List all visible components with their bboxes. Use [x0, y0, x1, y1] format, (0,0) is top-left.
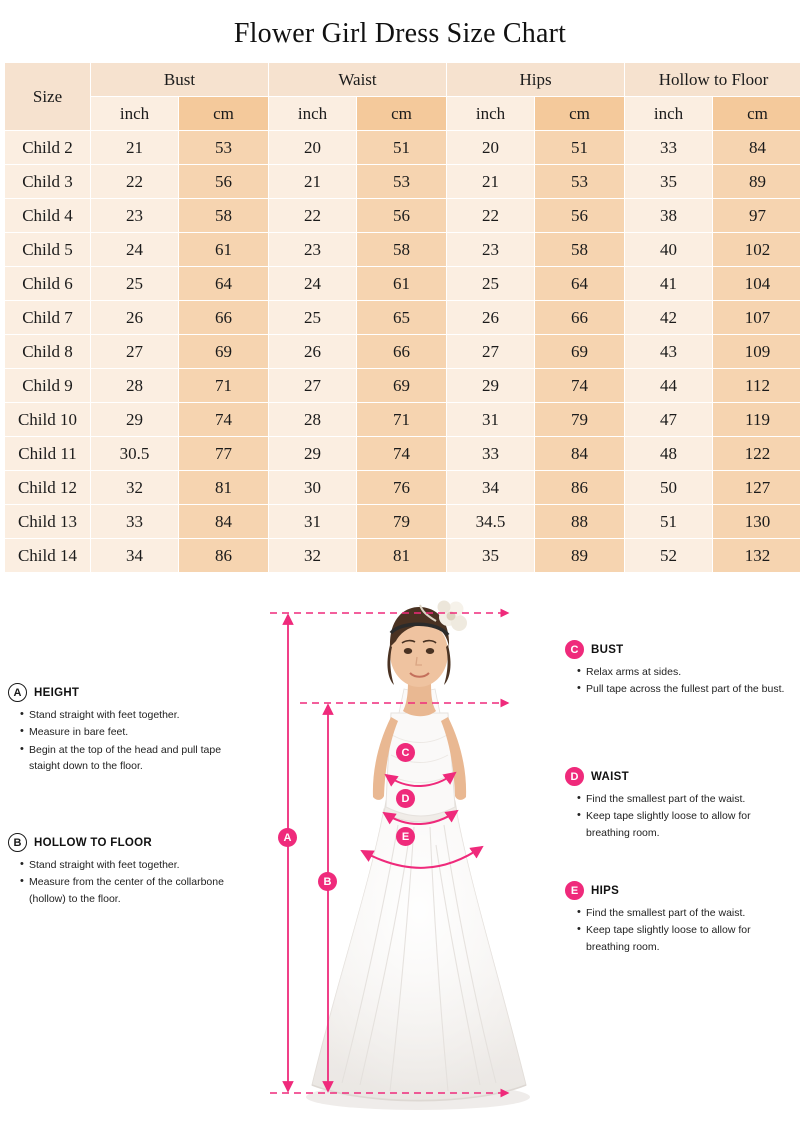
model-illustration: [258, 585, 558, 1145]
cell-cm: 51: [357, 131, 447, 165]
header-waist: Waist: [269, 63, 447, 97]
note-waist-title: WAIST: [591, 771, 629, 783]
table-row: [5, 165, 800, 199]
cell-cm: 84: [535, 437, 625, 471]
note-waist-head: [565, 767, 795, 786]
cell-cm: 88: [535, 505, 625, 539]
cell-inch: 20: [447, 131, 535, 165]
note-height-head: [8, 683, 238, 702]
cell-inch: 32: [91, 471, 179, 505]
cell-cm: 79: [535, 403, 625, 437]
cell-inch: 21: [447, 165, 535, 199]
cell-cm: 69: [179, 335, 269, 369]
list-item: • Stand straight with feet together.: [20, 857, 238, 873]
cell-size: Child 9: [5, 369, 91, 403]
cell-cm: 53: [535, 165, 625, 199]
cell-cm: 77: [179, 437, 269, 471]
badge-c-icon: C: [565, 640, 584, 659]
table-row: [5, 437, 800, 471]
cell-inch: 34: [91, 539, 179, 573]
cell-cm: 84: [179, 505, 269, 539]
badge-b-icon: B: [8, 833, 27, 852]
cell-inch: 43: [625, 335, 713, 369]
cell-inch: 33: [91, 505, 179, 539]
cell-cm: 97: [713, 199, 800, 233]
table-row: [5, 335, 800, 369]
cell-size: Child 6: [5, 267, 91, 301]
note-bust-head: [565, 640, 795, 659]
cell-inch: 48: [625, 437, 713, 471]
cell-inch: 27: [91, 335, 179, 369]
cell-inch: 22: [447, 199, 535, 233]
size-chart-table: [4, 62, 800, 573]
table-row: [5, 471, 800, 505]
cell-inch: 35: [447, 539, 535, 573]
cell-cm: 66: [535, 301, 625, 335]
cell-size: Child 8: [5, 335, 91, 369]
list-item: • Find the smallest part of the waist.: [577, 791, 795, 807]
table-header: [5, 63, 800, 131]
table-row: [5, 233, 800, 267]
cell-inch: 28: [91, 369, 179, 403]
header-unit-hips-inch: inch: [447, 97, 535, 131]
cell-cm: 56: [357, 199, 447, 233]
measuring-guide: [0, 585, 800, 1145]
cell-inch: 22: [91, 165, 179, 199]
measure-marker-b: B: [318, 872, 337, 891]
cell-cm: 61: [179, 233, 269, 267]
cell-cm: 58: [357, 233, 447, 267]
cell-inch: 23: [269, 233, 357, 267]
cell-inch: 33: [447, 437, 535, 471]
cell-cm: 74: [357, 437, 447, 471]
cell-inch: 35: [625, 165, 713, 199]
table-row: [5, 369, 800, 403]
cell-cm: 69: [357, 369, 447, 403]
cell-cm: 89: [713, 165, 800, 199]
cell-cm: 53: [179, 131, 269, 165]
cell-inch: 40: [625, 233, 713, 267]
cell-inch: 29: [269, 437, 357, 471]
page-title: Flower Girl Dress Size Chart: [0, 0, 800, 62]
cell-cm: 79: [357, 505, 447, 539]
table-header-group-row: [5, 63, 800, 97]
note-hips: [565, 881, 795, 956]
cell-cm: 64: [179, 267, 269, 301]
header-size: Size: [5, 63, 91, 131]
cell-inch: 27: [269, 369, 357, 403]
cell-cm: 122: [713, 437, 800, 471]
cell-inch: 52: [625, 539, 713, 573]
list-item: • Measure in bare feet.: [20, 724, 238, 740]
list-item: • Keep tape slightly loose to allow for breathing room.: [577, 922, 795, 955]
cell-cm: 86: [535, 471, 625, 505]
cell-inch: 41: [625, 267, 713, 301]
list-item: • Stand straight with feet together.: [20, 707, 238, 723]
cell-inch: 24: [269, 267, 357, 301]
cell-size: Child 3: [5, 165, 91, 199]
cell-inch: 23: [91, 199, 179, 233]
header-bust: Bust: [91, 63, 269, 97]
note-hollow-title: HOLLOW TO FLOOR: [34, 837, 152, 849]
cell-inch: 44: [625, 369, 713, 403]
cell-cm: 66: [179, 301, 269, 335]
table-header-unit-row: [5, 97, 800, 131]
table-row: [5, 505, 800, 539]
cell-cm: 104: [713, 267, 800, 301]
cell-cm: 58: [535, 233, 625, 267]
note-waist: [565, 767, 795, 842]
cell-inch: 20: [269, 131, 357, 165]
cell-inch: 42: [625, 301, 713, 335]
header-unit-waist-inch: inch: [269, 97, 357, 131]
note-height-title: HEIGHT: [34, 687, 79, 699]
cell-cm: 102: [713, 233, 800, 267]
cell-cm: 74: [535, 369, 625, 403]
note-hollow-head: [8, 833, 238, 852]
list-item: • Pull tape across the fullest part of the bust.: [577, 681, 795, 697]
cell-inch: 31: [447, 403, 535, 437]
header-unit-bust-cm: cm: [179, 97, 269, 131]
cell-cm: 130: [713, 505, 800, 539]
cell-cm: 81: [179, 471, 269, 505]
cell-inch: 25: [269, 301, 357, 335]
cell-inch: 28: [269, 403, 357, 437]
cell-cm: 56: [179, 165, 269, 199]
cell-cm: 71: [179, 369, 269, 403]
cell-cm: 66: [357, 335, 447, 369]
cell-cm: 127: [713, 471, 800, 505]
badge-a-icon: A: [8, 683, 27, 702]
list-item: • Keep tape slightly loose to allow for breathing room.: [577, 808, 795, 841]
table-row: [5, 403, 800, 437]
cell-size: Child 14: [5, 539, 91, 573]
cell-inch: 23: [447, 233, 535, 267]
list-item: • Relax arms at sides.: [577, 664, 795, 680]
badge-e-icon: E: [565, 881, 584, 900]
note-bust: [565, 640, 795, 699]
cell-cm: 86: [179, 539, 269, 573]
note-bust-list: [565, 664, 795, 698]
header-unit-bust-inch: inch: [91, 97, 179, 131]
cell-inch: 34.5: [447, 505, 535, 539]
cell-inch: 30.5: [91, 437, 179, 471]
header-unit-hollow-cm: cm: [713, 97, 800, 131]
cell-inch: 26: [269, 335, 357, 369]
header-hips: Hips: [447, 63, 625, 97]
cell-cm: 76: [357, 471, 447, 505]
cell-cm: 56: [535, 199, 625, 233]
note-hips-title: HIPS: [591, 885, 619, 897]
cell-inch: 24: [91, 233, 179, 267]
cell-cm: 69: [535, 335, 625, 369]
cell-cm: 84: [713, 131, 800, 165]
cell-inch: 34: [447, 471, 535, 505]
measure-marker-a: A: [278, 828, 297, 847]
cell-inch: 51: [625, 505, 713, 539]
cell-cm: 107: [713, 301, 800, 335]
table-body: [5, 131, 800, 573]
cell-inch: 33: [625, 131, 713, 165]
table-row: [5, 131, 800, 165]
cell-size: Child 2: [5, 131, 91, 165]
list-item: • Find the smallest part of the waist.: [577, 905, 795, 921]
cell-inch: 29: [91, 403, 179, 437]
list-item: • Measure from the center of the collarbone (hollow) to the floor.: [20, 874, 238, 907]
cell-inch: 21: [269, 165, 357, 199]
cell-size: Child 12: [5, 471, 91, 505]
table-row: [5, 199, 800, 233]
note-height-list: [8, 707, 238, 774]
cell-inch: 38: [625, 199, 713, 233]
badge-d-icon: D: [565, 767, 584, 786]
note-height: [8, 683, 238, 775]
note-hips-head: [565, 881, 795, 900]
cell-size: Child 5: [5, 233, 91, 267]
note-hollow-list: [8, 857, 238, 907]
cell-inch: 47: [625, 403, 713, 437]
list-item: • Begin at the top of the head and pull tape staight down to the floor.: [20, 742, 238, 775]
cell-inch: 26: [447, 301, 535, 335]
cell-inch: 50: [625, 471, 713, 505]
cell-cm: 119: [713, 403, 800, 437]
size-chart-container: [0, 62, 800, 573]
cell-inch: 25: [447, 267, 535, 301]
measure-marker-d: D: [396, 789, 415, 808]
cell-inch: 29: [447, 369, 535, 403]
cell-inch: 22: [269, 199, 357, 233]
cell-inch: 30: [269, 471, 357, 505]
cell-cm: 71: [357, 403, 447, 437]
cell-cm: 64: [535, 267, 625, 301]
note-bust-title: BUST: [591, 644, 624, 656]
cell-cm: 51: [535, 131, 625, 165]
cell-size: Child 10: [5, 403, 91, 437]
cell-size: Child 7: [5, 301, 91, 335]
cell-cm: 112: [713, 369, 800, 403]
table-row: [5, 267, 800, 301]
measure-marker-e: E: [396, 827, 415, 846]
cell-inch: 27: [447, 335, 535, 369]
cell-size: Child 13: [5, 505, 91, 539]
table-row: [5, 301, 800, 335]
cell-inch: 25: [91, 267, 179, 301]
cell-cm: 109: [713, 335, 800, 369]
note-hips-list: [565, 905, 795, 955]
header-unit-hollow-inch: inch: [625, 97, 713, 131]
header-unit-hips-cm: cm: [535, 97, 625, 131]
note-hollow-to-floor: [8, 833, 238, 908]
cell-cm: 58: [179, 199, 269, 233]
cell-cm: 81: [357, 539, 447, 573]
note-waist-list: [565, 791, 795, 841]
header-hollow-to-floor: Hollow to Floor: [625, 63, 800, 97]
cell-cm: 61: [357, 267, 447, 301]
cell-cm: 89: [535, 539, 625, 573]
table-row: [5, 539, 800, 573]
cell-cm: 132: [713, 539, 800, 573]
cell-cm: 65: [357, 301, 447, 335]
header-unit-waist-cm: cm: [357, 97, 447, 131]
cell-cm: 53: [357, 165, 447, 199]
cell-inch: 31: [269, 505, 357, 539]
cell-inch: 32: [269, 539, 357, 573]
cell-size: Child 11: [5, 437, 91, 471]
cell-cm: 74: [179, 403, 269, 437]
measure-marker-c: C: [396, 743, 415, 762]
cell-inch: 21: [91, 131, 179, 165]
cell-size: Child 4: [5, 199, 91, 233]
cell-inch: 26: [91, 301, 179, 335]
